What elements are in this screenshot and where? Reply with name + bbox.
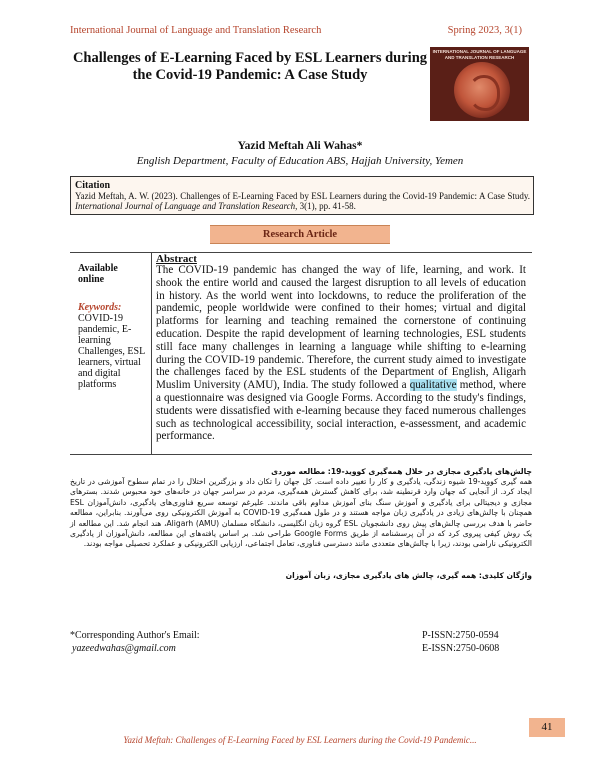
print-issn: P-ISSN:2750-0594 bbox=[422, 630, 499, 641]
author-name: Yazid Meftah Ali Wahas* bbox=[237, 140, 363, 152]
corresponding-email[interactable]: yazeedwahas@gmail.com bbox=[72, 643, 176, 654]
column-divider bbox=[151, 252, 152, 454]
running-footer: Yazid Meftah: Challenges of E-Learning Faced by ESL Learners during the Covid-19 Pandemic... bbox=[123, 735, 477, 745]
citation-text: Yazid Meftah, A. W. (2023). Challenges of E-Learning Faced by ESL Learners during the Covid-19 Pandemic: A Case Study. International Journal of Language and Translation Research, 3(1), pp. 41-58. bbox=[75, 191, 530, 211]
available-online-label: Available online bbox=[78, 263, 118, 285]
journal-cover-image bbox=[430, 47, 529, 121]
abstract-top-rule bbox=[70, 252, 532, 253]
article-type-banner: Research Article bbox=[210, 225, 390, 244]
citation-heading: Citation bbox=[75, 180, 110, 191]
journal-header: International Journal of Language and Translation Research bbox=[70, 25, 322, 36]
persian-title: چالش‌های یادگیری مجازی در خلال همه‌گیری کووید-19: مطالعه موردی bbox=[271, 467, 532, 476]
abstract-bottom-rule bbox=[70, 454, 532, 455]
keywords-list: COVID-19 pandemic, E-learning Challenges, ESL learners, virtual and digital platforms bbox=[78, 313, 145, 390]
paper-title: Challenges of E-Learning Faced by ESL Learners during the Covid-19 Pandemic: A Case Study bbox=[72, 50, 428, 83]
citation-journal: International Journal of Language and Translation Research bbox=[75, 201, 296, 211]
highlighted-word[interactable]: qualitative bbox=[409, 379, 457, 392]
author-affiliation: English Department, Faculty of Education ABS, Hajjah University, Yemen bbox=[136, 155, 464, 167]
corresponding-label: *Corresponding Author's Email: bbox=[70, 630, 200, 641]
abstract-heading: Abstract bbox=[156, 253, 197, 265]
cover-title: INTERNATIONAL JOURNAL OF LANGUAGE AND TRANSLATION RESEARCH bbox=[432, 49, 527, 60]
abstract-text: The COVID-19 pandemic has changed the way of life, learning, and work. It shook the entire world and caused the largest disruption to all levels of education in history. As the world went into lockdowns, to reduce the proliferation of the pandemic, people worldwide were confined to their homes; virtual and digital platforms for learning and teaching remained the cornerstone of continuing education. Despite the rapid development of learning technologies, ESL students still face many challenges in learning a language while shifting to e-learning during the COVID-19 pandemic. Therefore, the current study aimed to investigate the challenges faced by the ESL students of the Department of English, Aligarh Muslim University (AMU), India. The study followed a qualitative method, where a questionnaire was designed via Google Forms. According to the study's findings, students were dissatisfied with e-learning because they faced numerous challenges such as technological accessibility, social interaction, e-assessment, and academic performance. bbox=[156, 264, 526, 443]
electronic-issn: E-ISSN:2750-0608 bbox=[422, 643, 500, 654]
ear-curve bbox=[468, 75, 500, 111]
issue-header: Spring 2023, 3(1) bbox=[447, 25, 522, 36]
keywords-heading: Keywords: bbox=[78, 302, 122, 313]
persian-abstract: همه گیری کووید-19 شیوه زندگی، یادگیری و کار را تغییر داده است. کل جهان را تکان داد و بزرگترین اختلال را در تمام سطوح آموزشی در تاریخ ایجاد کرد. از آنجایی که جهان وارد قرنطینه شد، برای کاهش گسترش همه‌گیری، مردم در سراسر جهان در خانه‌های خود محبوس شدند. بسترهای مجازی و دیجیتالی برای یادگیری و آموزش سنگ بنای آموزش مداوم باقی ماندند. علیرغم توسعه سریع فناوری‌های یادگیری، دانش‌آموزان ESL همچنان با چالش‌های زیادی در یادگیری زبان مواجه هستند و در طول همه‌گیری COVID-19 به آموزش الکترونیکی روی می‌آورند. بنابراین، مطالعه حاضر با هدف بررسی چالش‌های پیش روی دانشجویان ESL گروه زبان انگلیسی، دانشگاه مسلمان Aligarh (AMU)، هند انجام شد. این مطالعه از یک روش کیفی پیروی کرد که در آن پرسشنامه از طریق Google Forms طراحی شد. بر اساس یافته‌های این مطالعه، دانش‌آموزان از یادگیری الکترونیکی ناراضی بودند، زیرا با چالش‌های متعددی مانند دسترسی فناوری، تعامل اجتماعی، ارزیابی الکترونیکی و عملکرد تحصیلی مواجه بودند. bbox=[70, 477, 533, 549]
persian-keywords: واژگان کلیدی: همه گیری، چالش های یادگیری مجازی، زبان آموزان bbox=[285, 571, 532, 580]
page-number: 41 bbox=[529, 718, 565, 737]
